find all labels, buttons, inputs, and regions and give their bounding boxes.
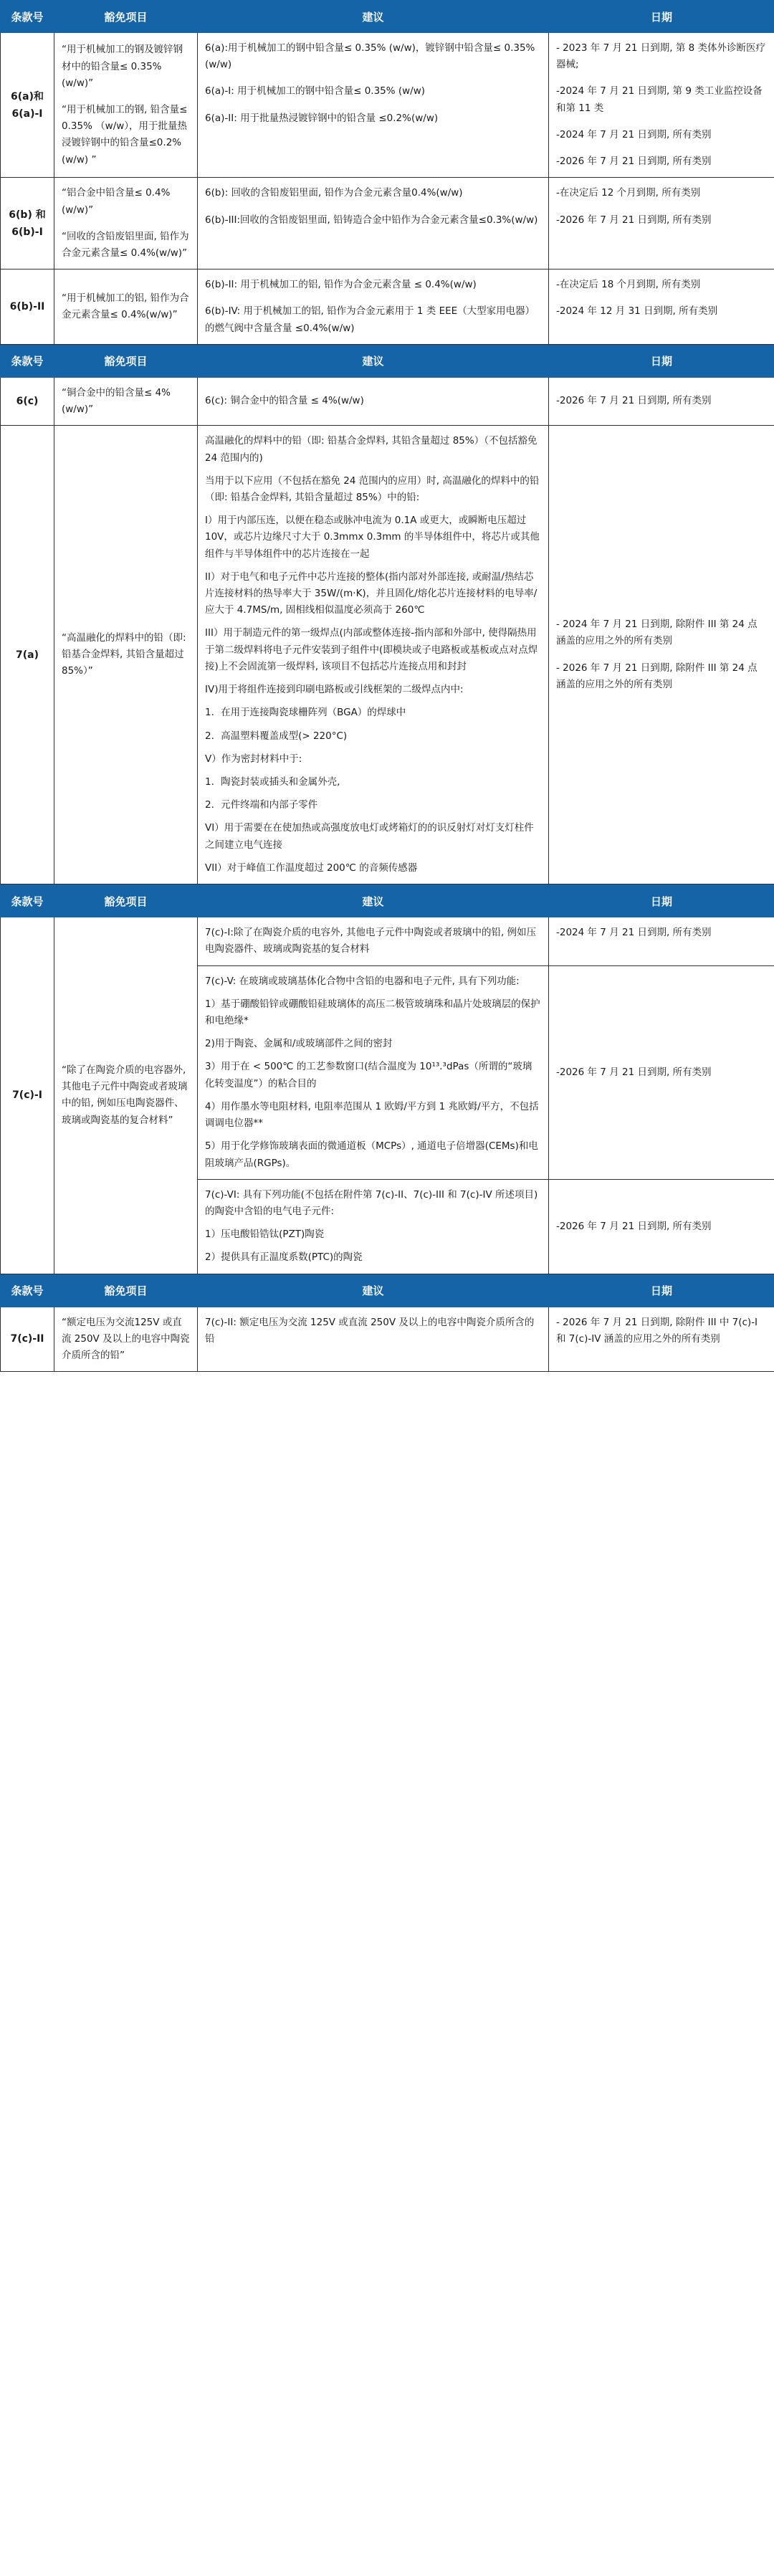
cell-date xyxy=(549,426,774,884)
exemption-table-block-4 xyxy=(0,1274,774,1373)
date-text: -2024 年 7 月 21 日到期, 第 9 类工业监控设备和第 11 类 xyxy=(556,85,763,114)
date-text: - 2026 年 7 月 21 日到期, 除附件 III 第 24 点涵盖的应用之外的所有类别 xyxy=(556,662,758,690)
table-row xyxy=(1,269,774,345)
cell-exemption-item xyxy=(54,1307,198,1372)
header-clause-no: 条款号 xyxy=(1,1274,54,1307)
date-text: -在决定后 12 个月到期, 所有类别 xyxy=(556,187,701,199)
header-date: 日期 xyxy=(549,345,774,377)
date-text: -2024 年 12 月 31 日到期, 所有类别 xyxy=(556,305,718,318)
advice-text: 3）用于在 < 500℃ 的工艺参数窗口(结合温度为 10¹³.³dPas（所谓的“玻璃化转变温度”）的粘合目的 xyxy=(205,1061,532,1089)
date-text: - 2023 年 7 月 21 日到期, 第 8 类体外诊断医疗器械; xyxy=(556,42,765,71)
advice-text: 1．在用于连接陶瓷球栅阵列（BGA）的焊球中 xyxy=(205,707,406,719)
cell-exemption-item xyxy=(54,33,198,178)
header-date: 日期 xyxy=(549,885,774,917)
header-advice: 建议 xyxy=(198,345,549,377)
advice-text: 2．高温塑料覆盖成型(> 220°C) xyxy=(205,730,348,742)
item-text: “高温融化的焊料中的铅（即: 铅基合金焊料, 其铅含量超过 85%）” xyxy=(62,631,186,677)
date-text: -2024 年 7 月 21 日到期, 所有类别 xyxy=(556,927,712,939)
date-text: -2026 年 7 月 21 日到期, 所有类别 xyxy=(556,1066,712,1078)
advice-text: 6(a):用于机械加工的钢中铅含量≤ 0.35% (w/w)，镀锌钢中铅含量≤ 0.35% (w/w) xyxy=(205,42,535,71)
date-text: - 2026 年 7 月 21 日到期, 除附件 III 中 7(c)-I 和 7(c)-IV 涵盖的应用之外的所有类别 xyxy=(556,1316,758,1345)
header-advice: 建议 xyxy=(198,885,549,917)
header-date: 日期 xyxy=(549,1,774,33)
table-row xyxy=(1,33,774,178)
table-header-row xyxy=(1,885,774,917)
date-text: -2026 年 7 月 21 日到期, 所有类别 xyxy=(556,1220,712,1232)
cell-date xyxy=(549,1179,774,1274)
cell-advice xyxy=(198,1179,549,1274)
cell-exemption-item xyxy=(54,178,198,269)
advice-text: 2．元件终端和内部子零件 xyxy=(205,799,318,811)
cell-advice xyxy=(198,426,549,884)
table-row xyxy=(1,1307,774,1372)
advice-text: VI）用于需要在在使加热或高强度放电灯或烤箱灯的的识反射灯对灯支灯柱件之间建立电气连接 xyxy=(205,822,534,851)
cell-advice xyxy=(198,917,549,965)
item-text: “除了在陶瓷介质的电容器外, 其他电子元件中陶瓷或者玻璃中的铅, 例如压电陶瓷器件、玻璃或陶瓷基的复合材料” xyxy=(62,1064,188,1126)
date-text: -2024 年 7 月 21 日到期, 所有类别 xyxy=(556,128,712,140)
item-text: “用于机械加工的钢及镀锌钢材中的铅含量≤ 0.35% (w/w)” xyxy=(62,44,183,89)
table-header-row xyxy=(1,1274,774,1307)
table-header-row xyxy=(1,345,774,377)
date-text: -2026 年 7 月 21 日到期, 所有类别 xyxy=(556,214,712,226)
header-clause-no: 条款号 xyxy=(1,345,54,377)
item-text: “回收的含铅废铝里面, 铅作为合金元素含量≤ 0.4%(w/w)” xyxy=(62,230,189,259)
advice-text: 5）用于化学修饰玻璃表面的微通道板（MCPs）, 通道电子倍增器(CEMs)和电阻玻璃产品(RGPs)。 xyxy=(205,1140,538,1169)
exemption-table-block-1 xyxy=(0,0,774,345)
item-text: “铝合金中铅含量≤ 0.4%(w/w)” xyxy=(62,187,171,216)
advice-text: 7(c)-II: 额定电压为交流 125V 或直流 250V 及以上的电容中陶瓷介质所含的铅 xyxy=(205,1316,535,1345)
advice-text: 2）提供具有正温度系数(PTC)的陶瓷 xyxy=(205,1251,363,1264)
table-header-row xyxy=(1,1,774,33)
cell-clause-no: 7(c)-I xyxy=(1,917,54,1274)
cell-date xyxy=(549,33,774,178)
advice-text: III）用于制造元件的第一级焊点(内部或整体连接-指内部和外部中, 使得隔热用于第二级焊料将电子元件安装到子组件中(即模块或子电路板或基板或点对点焊接)上不会固流第一级焊料, 该项目不包括芯片连接点用和封封 xyxy=(205,627,538,672)
header-advice: 建议 xyxy=(198,1,549,33)
cell-date xyxy=(549,965,774,1179)
cell-advice xyxy=(198,965,549,1179)
cell-exemption-item xyxy=(54,377,198,425)
item-text: “用于机械加工的钢, 铅含量≤ 0.35% （w/w），用于批量热浸镀锌钢中的铅含量≤0.2%(w/w) ” xyxy=(62,104,188,166)
item-text: “额定电压为交流125V 或直流 250V 及以上的电容中陶瓷介质所含的铅” xyxy=(62,1316,190,1362)
header-exemption-item: 豁免项目 xyxy=(54,885,198,917)
cell-clause-no: 7(a) xyxy=(1,426,54,884)
cell-clause-no: 6(b) 和 6(b)-I xyxy=(1,178,54,269)
header-exemption-item: 豁免项目 xyxy=(54,1274,198,1307)
header-clause-no: 条款号 xyxy=(1,885,54,917)
advice-text: 6(b): 回收的含铅废铝里面, 铅作为合金元素含量0.4%(w/w) xyxy=(205,187,463,199)
advice-text: 6(c): 铜合金中的铅含量 ≤ 4%(w/w) xyxy=(205,395,364,407)
header-date: 日期 xyxy=(549,1274,774,1307)
advice-text: IV)用于将组件连接到印刷电路板或引线框架的二级焊点内中: xyxy=(205,684,464,696)
advice-text: 1）基于硼酸铅锌或硼酸铅硅玻璃体的高压二极管玻璃珠和晶片处玻璃层的保护和电绝缘* xyxy=(205,998,540,1026)
cell-exemption-item xyxy=(54,426,198,884)
header-advice: 建议 xyxy=(198,1274,549,1307)
advice-text: V）作为密封材料中于: xyxy=(205,753,302,765)
item-text: “铜合金中的铅含量≤ 4%(w/w)” xyxy=(62,386,171,416)
advice-text: 6(b)-IV: 用于机械加工的铝, 铅作为合金元素用于 1 类 EEE（大型家用电器）的燃气阀中含量含量 ≤0.4%(w/w) xyxy=(205,305,535,334)
header-exemption-item: 豁免项目 xyxy=(54,345,198,377)
advice-text: 7(c)-VI: 具有下列功能(不包括在附件第 7(c)-II、7(c)-III 和 7(c)-IV 所述项目)的陶瓷中含铅的电气电子元件: xyxy=(205,1188,538,1217)
header-clause-no: 条款号 xyxy=(1,1,54,33)
advice-text: 6(b)-II: 用于机械加工的铝, 铅作为合金元素含量 ≤ 0.4%(w/w) xyxy=(205,279,477,291)
advice-text: 高温融化的焊料中的铅（即: 铅基合金焊料, 其铅含量超过 85%）（不包括豁免 24 范围内的) xyxy=(205,435,538,464)
item-text: “用于机械加工的铝, 铅作为合金元素含量≤ 0.4%(w/w)” xyxy=(62,292,189,321)
cell-advice xyxy=(198,1307,549,1372)
advice-text: I）用于内部压连，以便在稳态或脉冲电流为 0.1A 或更大，或瞬断电压超过 10V，或芯片边缘尺寸大于 0.3mmx 0.3mm 的半导体组件中，将芯片或其他组件与半导体组件中的芯片连接在一起 xyxy=(205,515,540,560)
advice-text: 1．陶瓷封装或插头和金属外壳, xyxy=(205,776,340,788)
advice-text: 7(c)-I:除了在陶瓷介质的电容外, 其他电子元件中陶瓷或者玻璃中的铅, 例如压电陶瓷器件、玻璃或陶瓷基的复合材料 xyxy=(205,927,537,955)
cell-date xyxy=(549,1307,774,1372)
cell-date xyxy=(549,269,774,345)
advice-text: VII）对于峰值工作温度超过 200℃ 的音频传感器 xyxy=(205,862,418,874)
cell-advice xyxy=(198,33,549,178)
date-text: -2026 年 7 月 21 日到期, 所有类别 xyxy=(556,395,712,407)
cell-advice xyxy=(198,269,549,345)
advice-text: 当用于以下应用（不包括在豁免 24 范围内的应用）时, 高温融化的焊料中的铅（即: 铅基合金焊料, 其铅含量超过 85%）中的铅: xyxy=(205,474,540,503)
table-row xyxy=(1,426,774,884)
cell-clause-no: 6(c) xyxy=(1,377,54,425)
cell-exemption-item xyxy=(54,917,198,1274)
cell-clause-no: 7(c)-II xyxy=(1,1307,54,1372)
cell-exemption-item xyxy=(54,269,198,345)
cell-date xyxy=(549,377,774,425)
date-text: - 2024 年 7 月 21 日到期, 除附件 III 第 24 点涵盖的应用之外的所有类别 xyxy=(556,619,758,647)
advice-text: 6(a)-I: 用于机械加工的钢中铅含量≤ 0.35% (w/w) xyxy=(205,85,426,97)
header-exemption-item: 豁免项目 xyxy=(54,1,198,33)
cell-advice xyxy=(198,377,549,425)
advice-text: 2)用于陶瓷、金属和/或玻璃部件之间的密封 xyxy=(205,1038,393,1050)
cell-advice xyxy=(198,178,549,269)
advice-text: II）对于电气和电子元件中芯片连接的整体(指内部对外部连接, 或耐温/热结芯片连接材料的热导率大于 35W/(m·K)，并且固化/熔化芯片连接材料的电导率/应大于 4.7MS/m, 固相线相似温度必须高于 260℃ xyxy=(205,571,538,616)
exemption-table-block-2 xyxy=(0,345,774,884)
cell-clause-no: 6(a)和 6(a)-I xyxy=(1,33,54,178)
advice-text: 4）用作墨水等电阻材料, 电阻率范围从 1 欧姆/平方到 1 兆欧姆/平方，不包括调调电位器** xyxy=(205,1100,539,1130)
table-row xyxy=(1,377,774,425)
table-row xyxy=(1,917,774,965)
cell-date xyxy=(549,178,774,269)
table-row xyxy=(1,178,774,269)
date-text: -在决定后 18 个月到期, 所有类别 xyxy=(556,279,701,291)
cell-clause-no: 6(b)-II xyxy=(1,269,54,345)
advice-text: 1）压电酸铅锆钛(PZT)陶瓷 xyxy=(205,1229,325,1241)
advice-text: 7(c)-V: 在玻璃或玻璃基体化合物中含铅的电器和电子元件, 具有下列功能: xyxy=(205,975,520,987)
exemption-table-block-3 xyxy=(0,884,774,1274)
cell-date xyxy=(549,917,774,965)
advice-text: 6(a)-II: 用于批量热浸镀锌钢中的铅含量 ≤0.2%(w/w) xyxy=(205,112,439,124)
date-text: -2026 年 7 月 21 日到期, 所有类别 xyxy=(556,156,712,168)
advice-text: 6(b)-III:回收的含铅废铝里面, 铅铸造合金中铅作为合金元素含量≤0.3%(w/w) xyxy=(205,214,538,226)
